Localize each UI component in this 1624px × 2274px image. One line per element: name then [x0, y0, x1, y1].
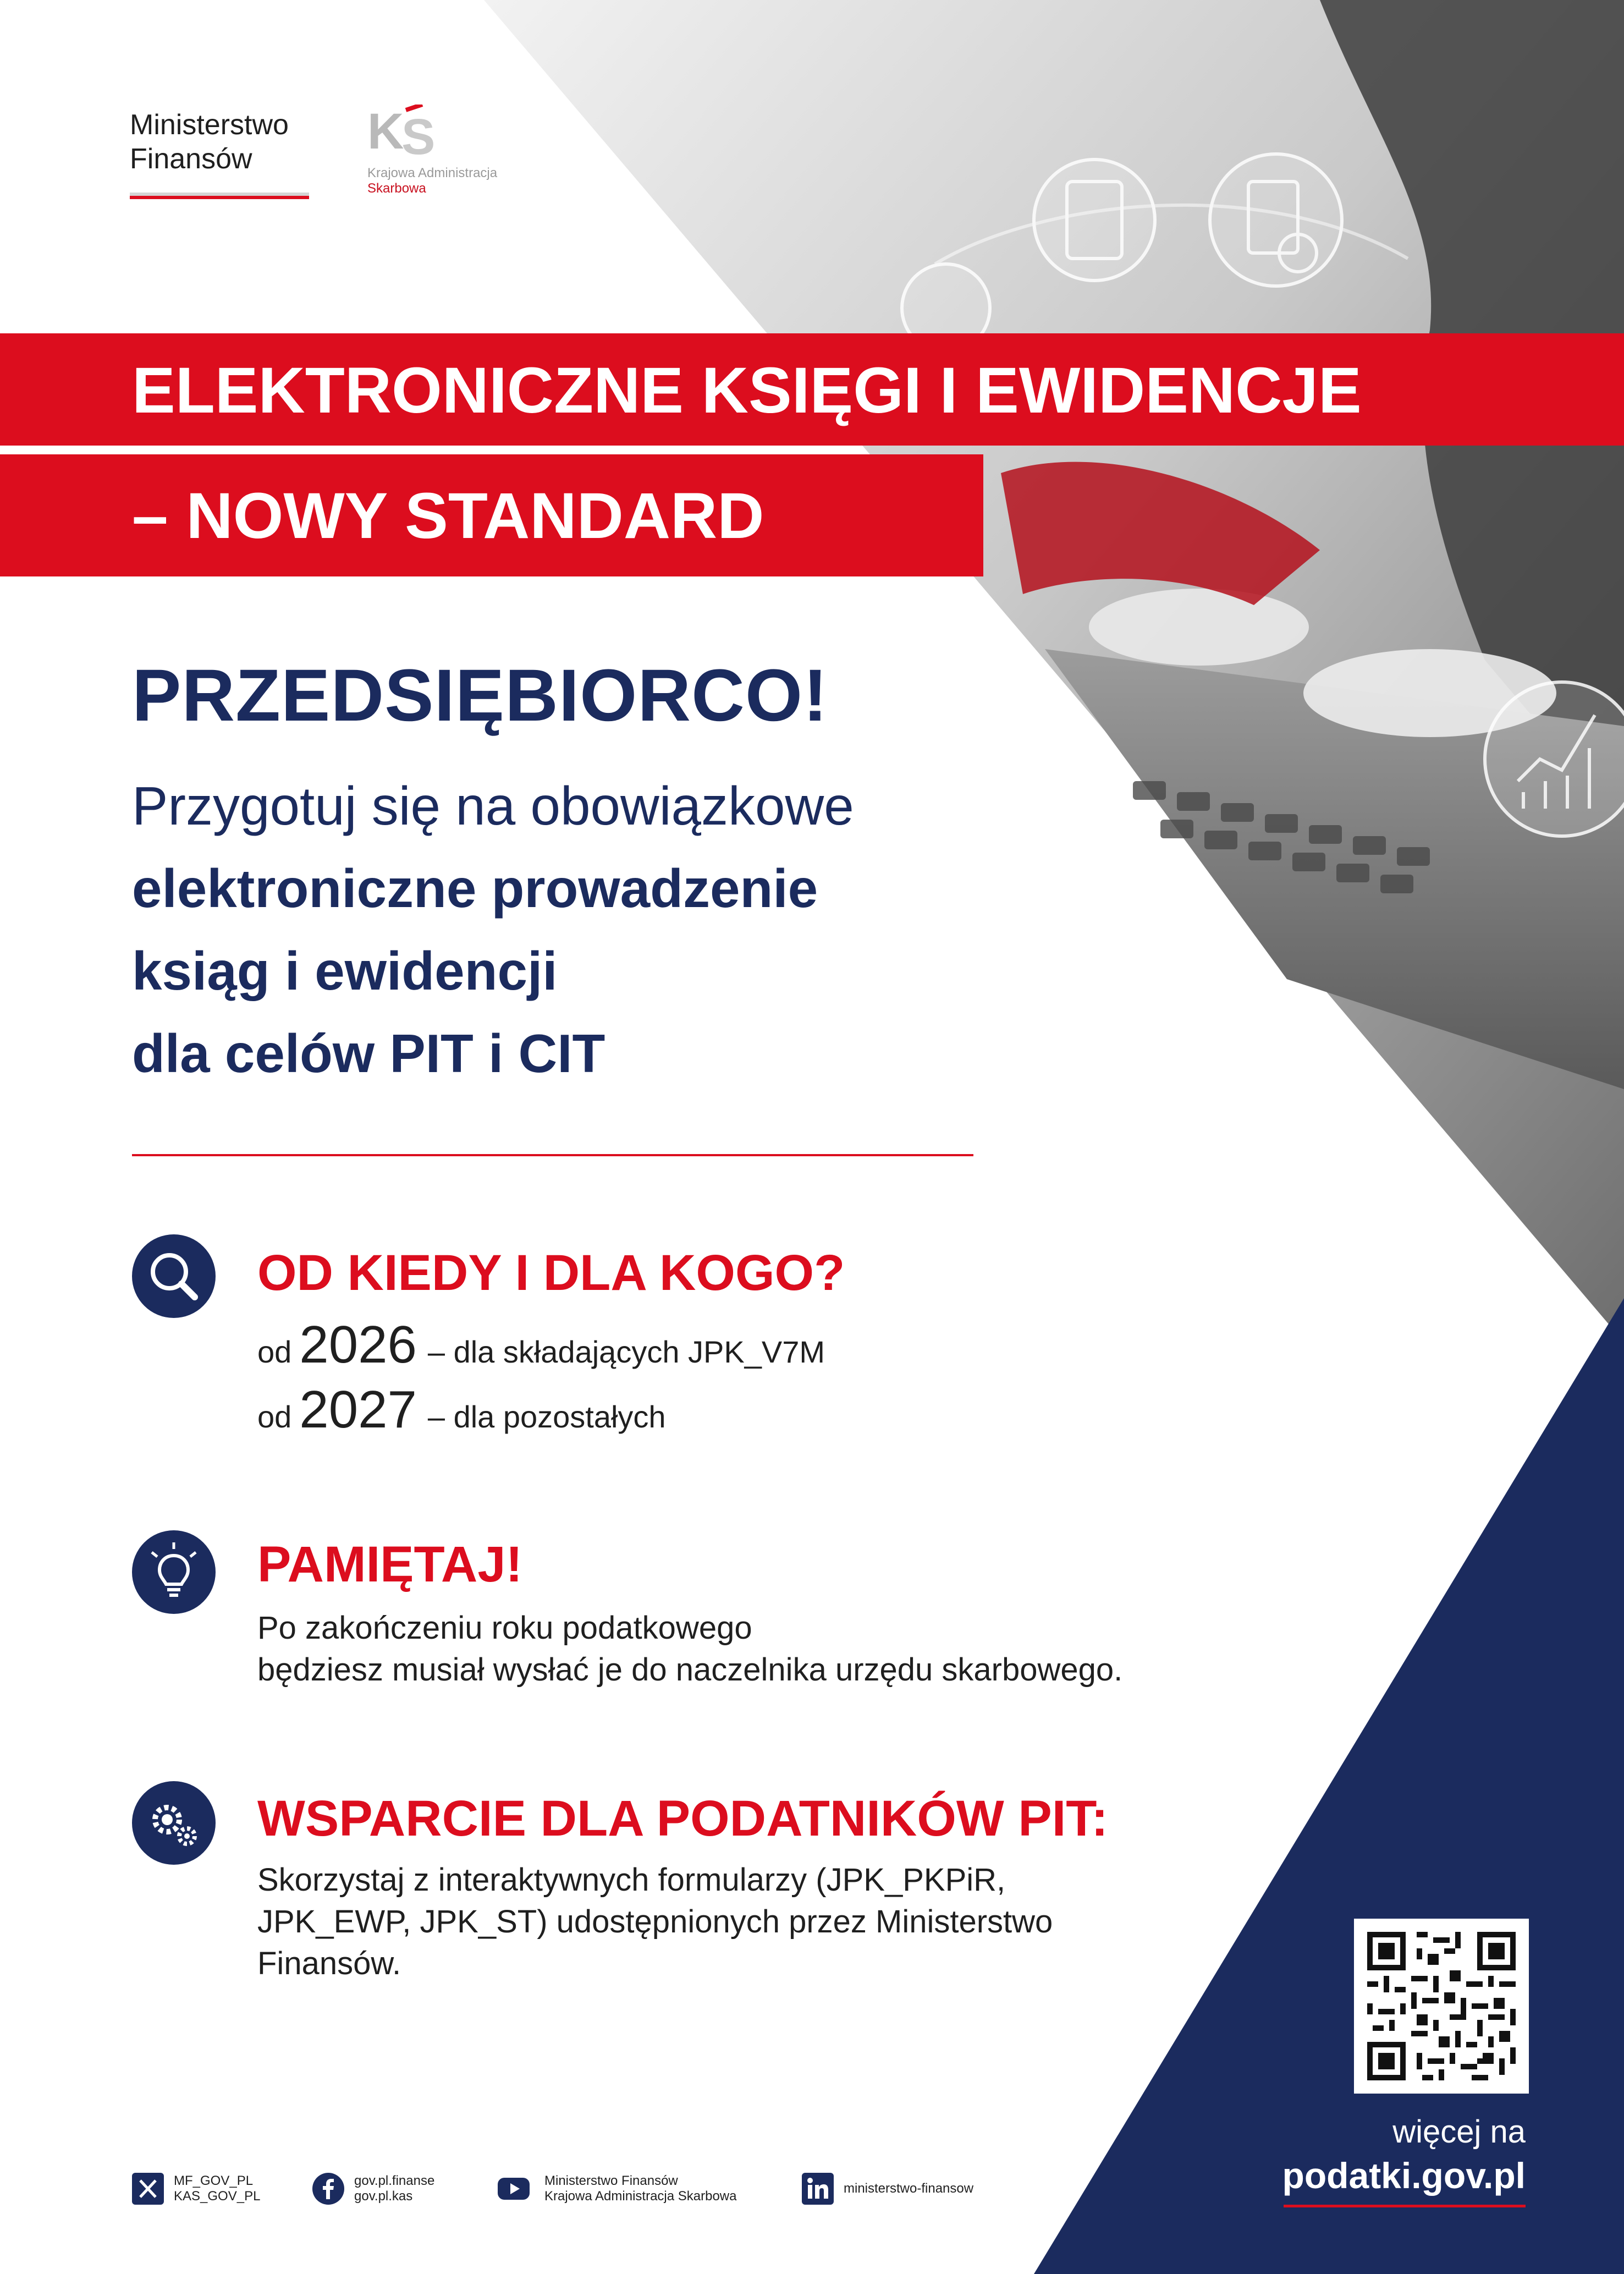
- social-facebook-line1: gov.pl.finanse: [354, 2173, 435, 2188]
- more-label: więcej na: [1392, 2114, 1526, 2150]
- gears-icon: [132, 1781, 216, 1865]
- section-remember-text: [257, 1607, 1122, 1691]
- qr-code[interactable]: [1354, 1919, 1529, 2094]
- logo-mf-line1: Ministerstwo: [130, 109, 289, 141]
- remember-line2: będziesz musiał wysłać je do naczelnika urzędu skarbowego.: [257, 1652, 1123, 1688]
- section-remember-title: PAMIĘTAJ!: [257, 1536, 523, 1592]
- facebook-icon: [312, 2173, 344, 2205]
- logo-mf-line2: Finansów: [130, 143, 252, 175]
- lead-line3: ksiąg i ewidencji: [132, 941, 558, 1001]
- social-linkedin[interactable]: [802, 2173, 973, 2205]
- website-link[interactable]: podatki.gov.pl: [1282, 2155, 1526, 2196]
- banner-title-1: ELEKTRONICZNE KSIĘGI I EWIDENCJE: [132, 354, 1362, 427]
- search-icon: [132, 1234, 216, 1318]
- banner-title-2: – NOWY STANDARD: [132, 480, 764, 552]
- kas-line1: Krajowa Administracja: [367, 166, 498, 180]
- kas-logo: [367, 105, 532, 196]
- social-youtube-line2: Krajowa Administracja Skarbowa: [544, 2189, 737, 2204]
- qr-code-icon: [1367, 1932, 1516, 2080]
- remember-line1: Po zakończeniu roku podatkowego: [257, 1610, 752, 1646]
- lead-text: [132, 765, 854, 1095]
- year-prefix: od: [257, 1399, 292, 1434]
- social-facebook-line2: gov.pl.kas: [354, 2189, 413, 2204]
- year-value: 2026: [299, 1315, 417, 1374]
- social-youtube-line1: Ministerstwo Finansów: [544, 2173, 678, 2188]
- svg-text:S: S: [401, 109, 436, 160]
- year-row-2026: [257, 1315, 825, 1375]
- section-support-title: WSPARCIE DLA PODATNIKÓW PIT:: [257, 1790, 1108, 1847]
- section-when-title: OD KIEDY I DLA KOGO?: [257, 1245, 845, 1301]
- social-x-line1: MF_GOV_PL: [174, 2173, 254, 2188]
- logo-flag-rule: [130, 193, 309, 196]
- kas-emblem-icon: [367, 105, 450, 160]
- svg-text:K: K: [367, 105, 404, 160]
- link-underline: [1284, 2205, 1526, 2207]
- lightbulb-icon: [132, 1530, 216, 1614]
- social-x-line2: KAS_GOV_PL: [174, 2189, 261, 2204]
- lead-line1: Przygotuj się na obowiązkowe: [132, 776, 854, 836]
- youtube-icon: [493, 2173, 535, 2205]
- social-linkedin-line1: ministerstwo-finansow: [844, 2181, 974, 2196]
- more-info: [1210, 2112, 1526, 2207]
- title-banner-line2: [0, 454, 983, 576]
- lead-line4: dla celów PIT i CIT: [132, 1023, 605, 1084]
- divider: [132, 1154, 973, 1156]
- x-icon: [132, 2173, 164, 2205]
- support-line2: JPK_EWP, JPK_ST) udostępnionych przez Ministerstwo: [257, 1904, 1053, 1940]
- year-row-2027: [257, 1380, 666, 1440]
- section-support-text: [257, 1859, 1053, 1985]
- ministerstwo-finansow-logo: [130, 108, 309, 196]
- year-value: 2027: [299, 1380, 417, 1439]
- lead-line2: elektroniczne prowadzenie: [132, 858, 818, 919]
- support-line1: Skorzystaj z interaktywnych formularzy (JPK_PKPiR,: [257, 1862, 1006, 1898]
- title-banner-line1: [0, 333, 1624, 446]
- social-youtube[interactable]: [493, 2173, 737, 2205]
- support-line3: Finansów.: [257, 1946, 401, 1981]
- headline: PRZEDSIĘBIORCO!: [132, 655, 828, 737]
- kas-line2: Skarbowa: [367, 181, 426, 196]
- year-prefix: od: [257, 1334, 292, 1369]
- year-text: – dla składających JPK_V7M: [427, 1334, 825, 1369]
- social-x[interactable]: [132, 2173, 260, 2205]
- year-text: – dla pozostałych: [427, 1399, 666, 1434]
- social-facebook[interactable]: [312, 2173, 434, 2205]
- linkedin-icon: [802, 2173, 834, 2205]
